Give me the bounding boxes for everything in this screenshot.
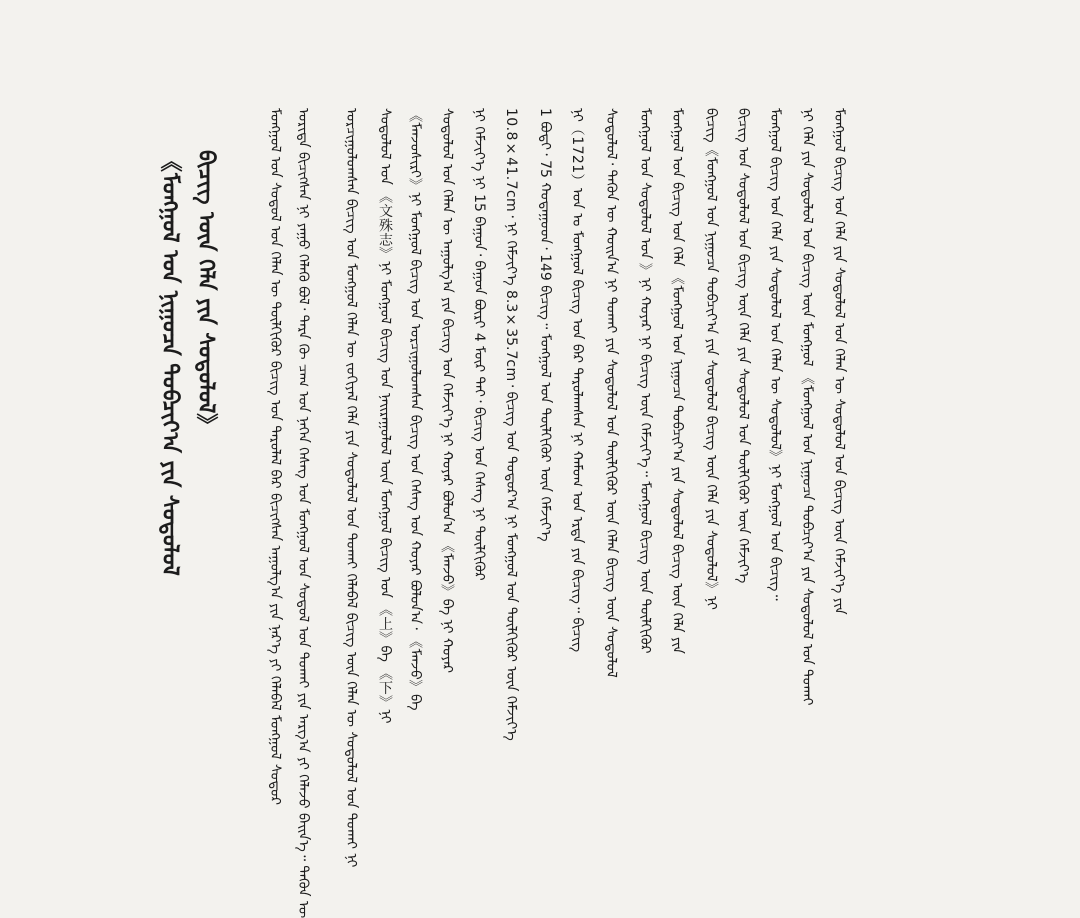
- paragraph-line: 1 ᠪᠣᠳᠢ᠂ 75 ᠬᠤᠳᠠᠭᠤᠳ᠂ 149 ᠪᠢᠴᠢᠭ᠃ ᠮᠣᠩᠭᠣᠯ ᠤᠨ ᠲᠦᠯᠬᠢᠭᠦᠷ ᠦᠨ ᠬᠡᠮᠵᠢᠶ᠎ᠡ: [537, 108, 553, 542]
- paragraph-line: ᠰᠤᠳᠤᠯᠤᠯ ᠤᠨ ᠬᠡᠯᠡᠨ ᠦ ᠠᠭᠤᠯᠭ᠎ᠠ ᠶᠢᠨ ᠪᠢᠴᠢᠭ ᠤᠨ ᠬᠡᠮᠵᠢᠶ᠎ᠡ ᠨᠢ ᠬᠣᠶᠠᠷ ᠪᠣᠯᠤᠨ᠎ᠠ 《ᠮᠠᠨᠵᠤ》ᠪᠠ ᠨᠢ ᠬᠣᠶᠠᠷ: [439, 108, 455, 674]
- paragraph-line: ᠰᠤᠳᠤᠯᠤᠯ᠂ ᠲᠡᠭᠦᠨ ᠦ ᠬᠣᠢᠨ᠎ᠠ ᠨᠢ ᠲᠤᠬᠠᠢ ᠶᠢᠨ ᠰᠤᠳᠤᠯᠤᠯ ᠤᠨ ᠲᠦᠯᠬᠢᠭᠦᠷ ᠦᠨ ᠬᠡᠯᠡᠨ ᠪᠢᠴᠢᠭ ᠦᠨ ᠰᠤᠳᠤᠯᠤᠯ: [603, 108, 619, 678]
- paragraph-line: ᠮᠣᠩᠭᠣᠯ ᠤᠨ ᠪᠢᠴᠢᠭ ᠤᠨ ᠬᠡᠯᠡ 《ᠮᠣᠩᠭᠣᠯ ᠤᠨ ᠨᠢᠭᠤᠴᠠ ᠲᠣᠪᠴᠢᠶ᠎ᠠ ᠶᠢᠨ ᠰᠤᠳᠤᠯᠤᠯ ᠪᠢᠴᠢᠭ ᠦᠨ ᠬᠡᠯᠡ ᠶᠢᠨ: [669, 108, 685, 654]
- paragraph-line: ᠨᠢ ᠬᠡᠮᠵᠢᠶ᠎ᠡ ᠨᠢ 15 ᠪᠠᠭᠤᠨ᠂ ᠪᠠᠭᠤᠨ ᠪᠦᠷᠢ 4 ᠮᠦᠷ ᠲᠡᠢ᠂ ᠪᠢᠴᠢᠭ ᠤᠨ ᠬᠡᠰᠡᠭ ᠨᠢ ᠲᠦᠯᠬᠢᠭᠦᠷ: [471, 108, 487, 581]
- paragraph-line: ᠪᠢᠴᠢᠭ《ᠮᠣᠩᠭᠣᠯ ᠤᠨ ᠨᠢᠭᠤᠴᠠ ᠲᠣᠪᠴᠢᠶ᠎ᠠ ᠶᠢᠨ ᠰᠤᠳᠤᠯᠤᠯ ᠪᠢᠴᠢᠭ ᠦᠨ ᠬᠡᠯᠡ ᠶᠢᠨ ᠰᠤᠳᠤᠯᠤᠯ》ᠨᠢ: [703, 108, 719, 610]
- paragraph-line: ᠰᠤᠳᠤᠯᠤᠯ ᠤᠨ 《文殊志》ᠨᠢ ᠮᠣᠩᠭᠣᠯ ᠪᠢᠴᠢᠭ ᠤᠨ ᠨᠠᠢᠷᠠᠭᠤᠯᠤᠯ ᠦᠨ ᠮᠣᠩᠭᠣᠯ ᠪᠢᠴᠢᠭ ᠤᠨ 《上》ᠪᠠ 《下》ᠨᠢ: [377, 108, 393, 724]
- paragraph-line: ᠣᠷᠴᠢᠭᠤᠯᠤᠭᠰᠠᠨ ᠪᠢᠴᠢᠭ ᠤᠨ ᠮᠣᠩᠭᠣᠯ ᠬᠡᠯᠡᠨ ᠦ ᠵᠣᠬᠢᠶᠠᠯ ᠬᠡᠯᠡ ᠶᠢᠨ ᠰᠤᠳᠤᠯᠤᠯ ᠤᠨ ᠲᠤᠬᠠᠢ ᠬᠡᠯᠡᠪᠡᠯ ᠪᠢᠴᠢᠭ ᠦᠨ ᠬᠡᠯᠡᠨ ᠦ ᠰᠤᠳᠤᠯᠤᠯ ᠤᠨ ᠲᠤᠬᠠᠢ ᠨᠢ: [343, 108, 359, 868]
- paragraph-line: ᠮᠣᠩᠭᠣᠯ ᠪᠢᠴᠢᠭ ᠤᠨ ᠬᠡᠯᠡ ᠶᠢᠨ ᠰᠤᠳᠤᠯᠤᠯ ᠤᠨ ᠬᠡᠯᠡᠨ ᠦ ᠰᠤᠳᠤᠯᠤᠯ ᠤᠨ ᠪᠢᠴᠢᠭ ᠦᠨ ᠬᠡᠮᠵᠢᠶ᠎ᠡ ᠶᠢᠨ: [831, 108, 847, 615]
- paragraph-line: ᠪᠢᠴᠢᠭ ᠤᠨ ᠰᠤᠳᠤᠯᠤᠯ ᠤᠨ ᠪᠢᠴᠢᠭ ᠦᠨ ᠬᠡᠯᠡ ᠶᠢᠨ ᠰᠤᠳᠤᠯᠤᠯ ᠤᠨ ᠲᠦᠯᠬᠢᠭᠦᠷ ᠦᠨ ᠬᠡᠮᠵᠢᠶ᠎ᠡ: [735, 108, 751, 584]
- paragraph-line: ᠮᠣᠩᠭᠣᠯ ᠤᠨ ᠰᠤᠳᠤᠯ ᠤᠨ ᠬᠡᠯᠡᠨ ᠦ ᠲᠦᠯᠬᠢᠭᠦᠷ ᠪᠢᠴᠢᠭ ᠤᠨ ᠳᠠᠷᠤᠯᠠᠯ ᠪᠡᠷ ᠪᠢᠴᠢᠭᠰᠡᠨ ᠠᠭᠤᠯᠭ᠎ᠠ ᠶᠢᠨ ᠨᠡᠷ᠎ᠡ ᠶᠢ ᠬᠡᠯᠡᠪᠡᠯ ᠮᠣᠩᠭᠣᠯ ᠰᠤᠳᠤᠷ: [267, 108, 283, 805]
- paragraph-line: ᠤᠷᠢᠳᠠ ᠪᠢᠴᠢᠭᠰᠡᠨ ᠨᠢ ᠶᠠᠭᠤ ᠬᠡᠯᠡᠬᠦ ᠪᠣᠯ᠂ ᠲᠡᠷᠡ ᠬᠦ ᠴᠠᠭ ᠤᠨ ᠨᠡᠭᠡᠨ ᠬᠡᠰᠡᠭ ᠤᠨ ᠮᠣᠩᠭᠣᠯ ᠤᠨ ᠰᠤᠳᠤᠯ ᠤᠨ ᠲᠤᠬᠠᠢ ᠶᠢᠨ ᠠᠷᠭ᠎ᠠ ᠶᠢ ᠬᠡᠯᠡᠵᠦ ᠪᠡᠢᠨ᠎ᠡ᠃ ᠲᠡᠭᠦᠨ ᠦ: [295, 108, 311, 918]
- document-title-line2: ᠪᠢᠴᠢᠭ ᠦᠨ ᠬᠡᠯᠡ ᠶᠢᠨ ᠰᠤᠳᠤᠯᠤᠯ》: [193, 150, 218, 437]
- paragraph-line: ᠮᠣᠩᠭᠣᠯ ᠪᠢᠴᠢᠭ ᠤᠨ ᠬᠡᠯᠡ ᠶᠢᠨ ᠰᠤᠳᠤᠯᠤᠯ ᠤᠨ ᠬᠡᠯᠡᠨ ᠦ ᠰᠤᠳᠤᠯᠤᠯ》ᠨᠢ ᠮᠣᠩᠭᠣᠯ ᠤᠨ ᠪᠢᠴᠢᠭ᠃: [767, 108, 783, 601]
- paragraph-line: ᠨᠢ ᠬᠡᠯᠡ ᠶᠢᠨ ᠰᠤᠳᠤᠯᠤᠯ ᠤᠨ ᠪᠢᠴᠢᠭ ᠦᠨ ᠮᠣᠩᠭᠣᠯ 《ᠮᠣᠩᠭᠣᠯ ᠤᠨ ᠨᠢᠭᠤᠴᠠ ᠲᠣᠪᠴᠢᠶ᠎ᠠ ᠶᠢᠨ ᠰᠤᠳᠤᠯᠤᠯ ᠤᠨ ᠲᠤᠬᠠᠢ: [799, 108, 815, 706]
- paragraph-line: ᠮᠣᠩᠭᠣᠯ ᠤᠨ ᠰᠤᠳᠤᠯᠤᠯ ᠤᠨ 》ᠨᠢ ᠬᠣᠶᠠᠷ ᠨᠢ ᠪᠢᠴᠢᠭ ᠦᠨ ᠬᠡᠮᠵᠢᠶ᠎ᠡ᠃ ᠮᠣᠩᠭᠣᠯ ᠪᠢᠴᠢᠭ ᠦᠨ ᠲᠦᠯᠬᠢᠭᠦᠷ: [637, 108, 653, 654]
- paragraph-line: 《ᠮᠠᠨᠵᠤᠱᠢᠷᠢ》ᠨᠢ ᠮᠣᠩᠭᠣᠯ ᠪᠢᠴᠢᠭ ᠤᠨ ᠣᠷᠴᠢᠭᠤᠯᠤᠭᠰᠠᠨ ᠪᠢᠴᠢᠭ ᠤᠨ ᠬᠡᠰᠡᠭ ᠤᠨ ᠬᠣᠶᠠᠷ ᠪᠣᠯᠤᠨ᠎ᠠ᠂ 《ᠮᠠᠨᠵᠤ》ᠪᠠ: [407, 108, 423, 711]
- paragraph-line: ᠨᠢ（1721）ᠣᠨ ᠤ ᠮᠣᠩᠭᠣᠯ ᠪᠢᠴᠢᠭ ᠤᠨ ᠪᠠᠷ ᠳᠠᠷᠤᠯᠠᠭᠰᠠᠨ ᠨᠢ ᠬᠠᠮᠤᠭ ᠤᠨ ᠡᠷᠲᠡ ᠶᠢᠨ ᠪᠢᠴᠢᠭ᠃ ᠪᠢᠴᠢᠭ: [569, 108, 585, 653]
- paragraph-line: 10.8×41.7cm᠂ ᠨᠢ ᠬᠡᠮᠵᠢᠶ᠎ᠡ 8.3×35.7cm᠂ ᠪᠢᠴᠢᠭ ᠤᠨ ᠳᠣᠲᠣᠷ᠎ᠠ ᠨᠢ ᠮᠣᠩᠭᠣᠯ ᠤᠨ ᠲᠦᠯᠬᠢᠭᠦᠷ ᠦᠨ ᠬᠡᠮᠵᠢᠶ᠎ᠡ: [503, 108, 519, 741]
- document-title-line1: 《ᠮᠣᠩᠭᠣᠯ ᠤᠨ ᠨᠢᠭᠤᠴᠠ ᠲᠣᠪᠴᠢᠶ᠎ᠠ ᠶᠢᠨ ᠰᠤᠳᠤᠯᠤᠯ: [157, 150, 182, 576]
